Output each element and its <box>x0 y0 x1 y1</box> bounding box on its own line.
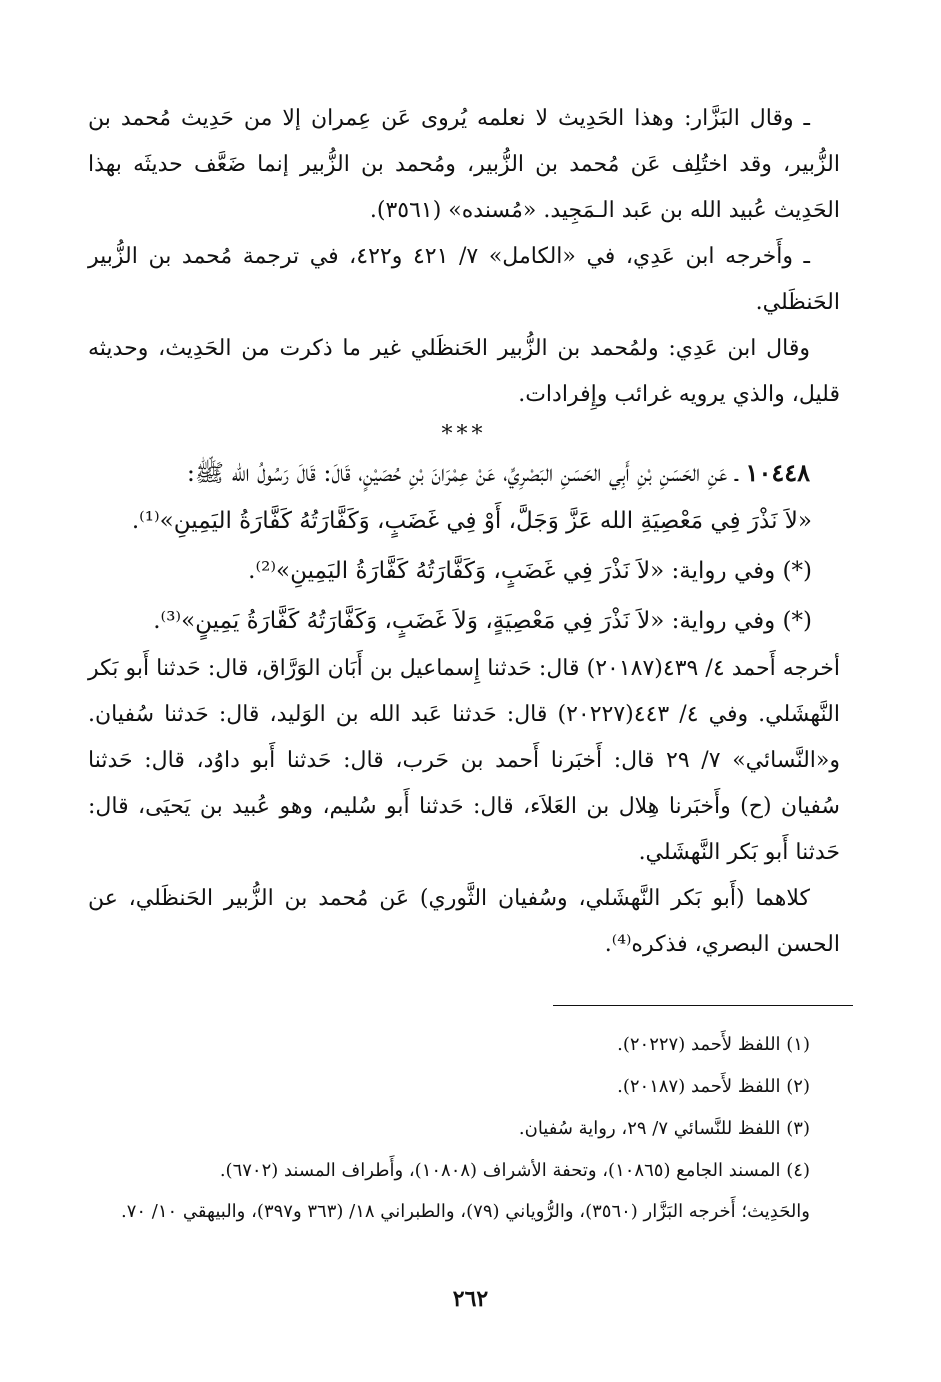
footnote-3: (٣) اللفظ للنَّسائي ٧/ ٢٩، رواية سُفيان. <box>518 1118 810 1139</box>
hadith-matn-3: (*) وفي رواية: «لاَ نَذْرَ فِي مَعْصِيَةٍ، وَلاَ غَضَبٍ، وَكَفَّارَتُهُ كَفَّارَةُ يَمِينٍ»⁽³⁾. <box>153 608 812 634</box>
footnotes <box>88 1024 840 1232</box>
footnote-divider <box>553 1005 853 1006</box>
paragraph-ibn-adi-comment: وقال ابن عَدِي: ولمُحمد بن الزُّبير الحَنظَلي غير ما ذكرت من الحَدِيث، وحديثه قليل، والذي يرويه غرائب وإِفرادات. <box>88 336 840 407</box>
paragraph-bazzar: ـ وقال البَزَّار: وهذا الحَدِيث لا نعلمه يُروى عَن عِمران إلا من حَدِيث مُحمد بن الزُّبير، وقد اختُلِف عَن مُحمد بن الزُّبير، ومُحمد بن الزُّبير إنما ضَعَّف حديثَه بهذا الحَدِيث عُبيد الله بن عَبد الـمَجِيد. «مُسنده» (٣٥٦١). <box>88 106 840 223</box>
conclusion-paragraph: كلاهما (أَبو بَكر النَّهشَلي، وسُفيان الثَّوري) عَن مُحمد بن الزُّبير الحَنظَلي، عن الحسن البصري، فذكره⁽⁴⁾. <box>88 886 840 957</box>
hadith-number: ١٠٤٤٨ <box>745 458 810 487</box>
section-separator: *** <box>441 422 487 447</box>
hadith-heading <box>88 450 840 496</box>
takhrij-paragraph: أخرجه أَحمد ٤/ ٤٣٩(٢٠١٨٧) قال: حَدثنا إِسماعيل بن أَبَان الوَرَّاق، قال: حَدثنا أَبو بَكر النَّهشَلي. وفي ٤/ ٤٤٣(٢٠٢٢٧) قال: حَدثنا عَبد الله بن الوَليد، قال: حَدثنا سُفيان. و«النَّسائي» ٧/ ٢٩ قال: أَخبَرنا أَحمد بن حَرب، قال: حَدثنا أَبو داوُد، قال: حَدثنا سُفيان (ح) وأَخبَرنا هِلال بن العَلاَء، قال: حَدثنا أَبو سُليم، وهو عُبيد بن يَحيَى، قال: حَدثنا أَبو بَكر النَّهشَلي. <box>88 656 841 865</box>
footnote-1: (١) اللفظ لأَحمد (٢٠٢٢٧). <box>617 1034 810 1055</box>
footnote-4-continuation: والحَدِيث؛ أَخرجه البَزَّار (٣٥٦٠)، والرُّوياني (٧٩)، والطبراني ١٨/ (٣٦٣ و٣٩٧)، والبيهقي ١٠/ ٧٠. <box>120 1201 810 1222</box>
hadith-matn-2: (*) وفي رواية: «لاَ نَذْرَ فِي غَضَبٍ، وَكَفَّارَتُهُ كَفَّارَةُ اليَمِينِ»⁽²⁾. <box>248 558 812 584</box>
main-text <box>88 96 840 968</box>
footnote-4: (٤) المسند الجامع (١٠٨٦٥)، وتحفة الأشراف (١٠٨٠٨)، وأَطراف المسند (٦٧٠٢). <box>219 1160 810 1181</box>
page-number: ٢٦٢ <box>452 1286 489 1312</box>
hadith-matn-1: «لاَ نَذْرَ فِي مَعْصِيَةِ الله عَزَّ وَجَلَّ، أَوْ فِي غَضَبٍ، وَكَفَّارَتُهُ كَفَّارَةُ اليَمِينِ»⁽¹⁾. <box>131 508 812 534</box>
paragraph-ibn-adi-kamil: ـ وأَخرجه ابن عَدِي، في «الكامل» ٧/ ٤٢١ و٤٢٢، في ترجمة مُحمد بن الزُّبير الحَنظَلي. <box>88 244 840 315</box>
hadith-isnad: ـ عَنِ الحَسَنِ بْنِ أَبِي الحَسَنِ البَصْرِيِّ، عَنْ عِمْرَانَ بْنِ حُصَيْنٍ، قَالَ: قَالَ رَسُولُ الله ﷺ: <box>186 459 738 487</box>
footnote-2: (٢) اللفظ لأَحمد (٢٠١٨٧). <box>617 1076 810 1097</box>
